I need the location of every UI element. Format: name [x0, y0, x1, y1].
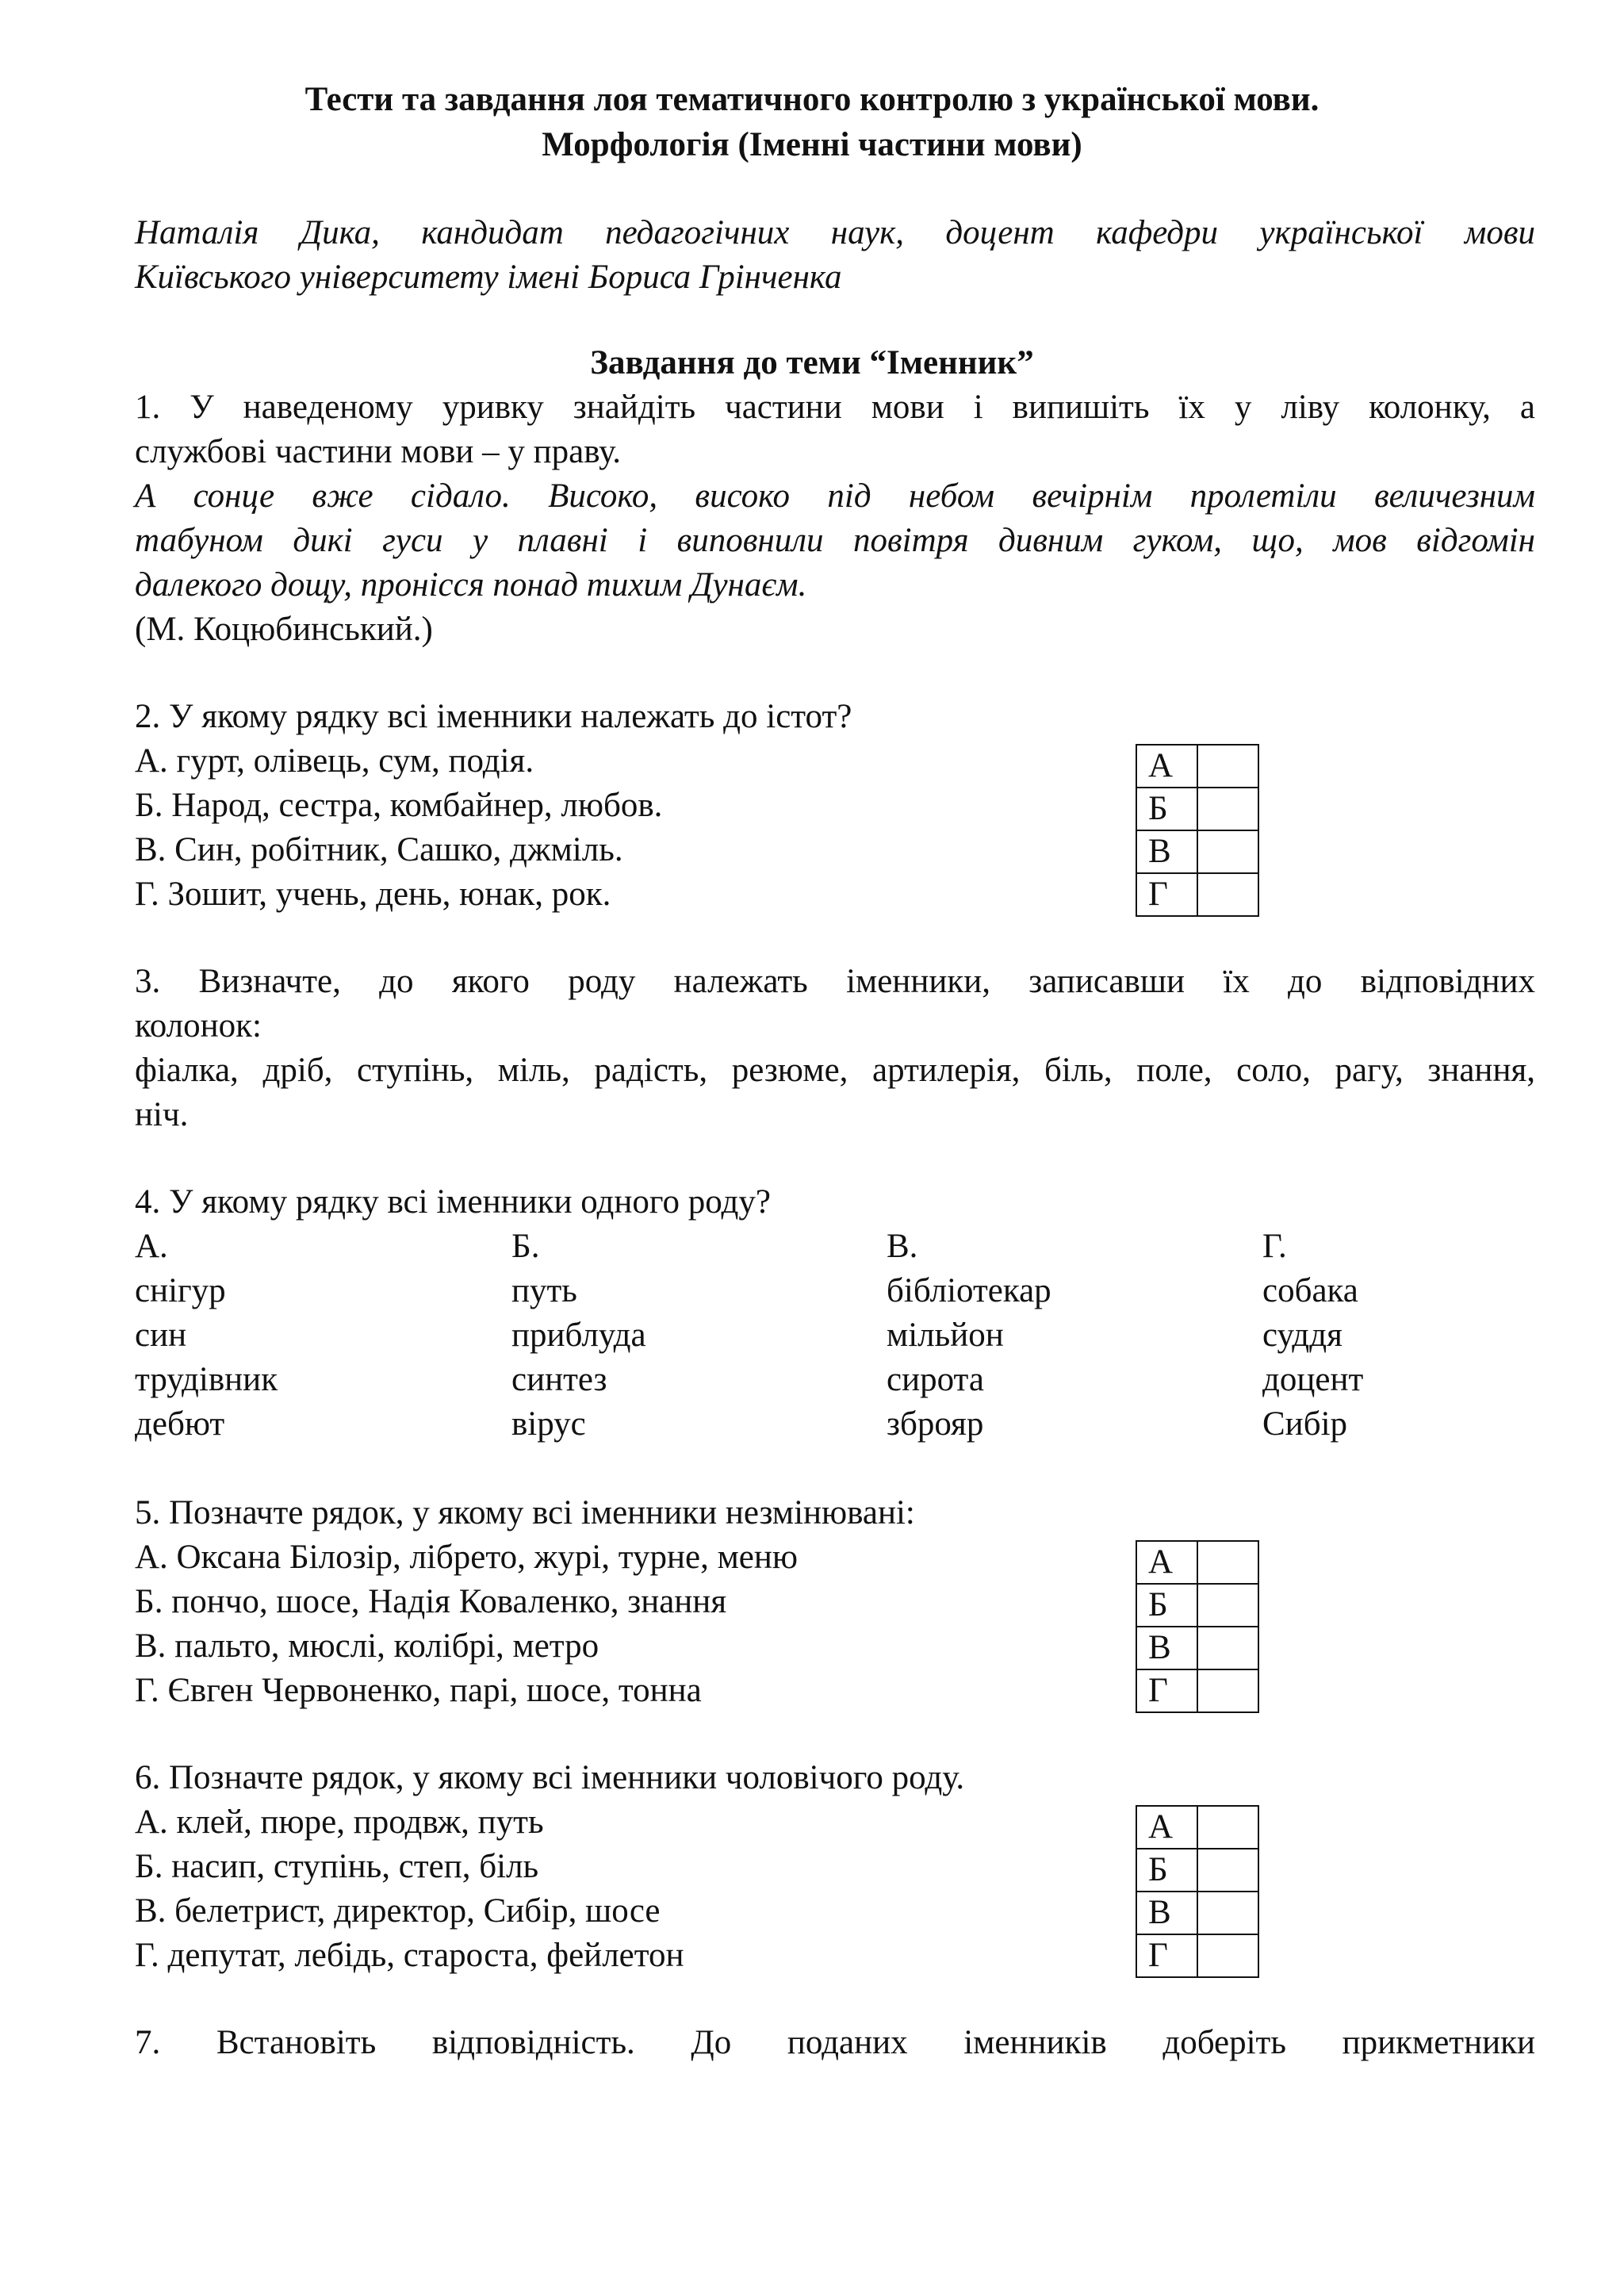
q1-source: (М. Коцюбинський.) [135, 611, 433, 648]
q5-option-d: Г. Євген Червоненко, парі, шосе, тонна [135, 1672, 702, 1709]
q6-answer-cell-d[interactable] [1197, 1934, 1258, 1977]
q4-column-d-word-4: Сибір [1262, 1405, 1348, 1443]
q5-answer-cell-b[interactable] [1197, 1584, 1258, 1627]
q2-grid-label-a: А [1136, 745, 1197, 788]
q4-column-b-word-1: путь [511, 1272, 577, 1309]
q5-grid-label-d: Г [1136, 1669, 1197, 1712]
q5-question: 5. Позначте рядок, у якому всі іменники незмінювані: [135, 1494, 915, 1531]
q1-excerpt-line-3: далекого дощу, пронісся понад тихим Дунаєм. [135, 566, 807, 604]
q4-column-b-word-2: приблуда [511, 1317, 646, 1354]
q5-option-c: В. пальто, мюслі, колібрі, метро [135, 1627, 599, 1665]
q4-question: 4. У якому рядку всі іменники одного роду? [135, 1183, 771, 1221]
document-title-line-2: Морфологія (Іменні частини мови) [542, 126, 1082, 163]
q4-column-a-label: А. [135, 1228, 168, 1265]
q6-option-d: Г. депутат, лебідь, староста, фейлетон [135, 1937, 684, 1974]
q5-option-b: Б. пончо, шосе, Надія Коваленко, знання [135, 1583, 727, 1620]
q4-column-b-label: Б. [511, 1228, 540, 1265]
q6-answer-grid [1136, 1805, 1259, 1978]
q6-grid-label-a: А [1136, 1806, 1197, 1849]
q1-excerpt-line-2: табуном дикі гуси у плавні і виповнили повітря дивним гуком, що, мов відгомін [135, 522, 1535, 559]
q5-answer-cell-d[interactable] [1197, 1669, 1258, 1712]
q3-words-line-2: ніч. [135, 1096, 189, 1133]
q2-option-a: А. гурт, олівець, сум, подія. [135, 742, 534, 780]
q4-column-c-word-2: мільйон [887, 1317, 1004, 1354]
document-title-line-1: Тести та завдання лоя тематичного контролю з української мови. [304, 81, 1320, 118]
q4-column-d-word-2: суддя [1262, 1317, 1342, 1354]
q4-column-c-word-1: бібліотекар [887, 1272, 1051, 1309]
q4-column-c [887, 1225, 1051, 1447]
q4-column-c-word-3: сирота [887, 1361, 984, 1398]
q2-answer-cell-a[interactable] [1197, 745, 1258, 788]
q7-line-1: 7. Встановіть відповідність. До поданих іменників доберіть прикметники [135, 2024, 1535, 2061]
q4-column-d [1262, 1225, 1363, 1447]
q4-column-a-word-2: син [135, 1317, 187, 1354]
q5-answer-cell-c[interactable] [1197, 1627, 1258, 1669]
q6-option-b: Б. насип, ступінь, степ, біль [135, 1848, 539, 1885]
section-title: Завдання до теми “Іменник” [590, 344, 1034, 381]
q1-line-2: службові частини мови – у праву. [135, 433, 622, 470]
q4-column-d-word-3: доцент [1262, 1361, 1364, 1398]
q6-grid-label-d: Г [1136, 1934, 1197, 1977]
q5-option-a: А. Оксана Білозір, лібрето, журі, турне, меню [135, 1539, 799, 1576]
q4-column-b [511, 1225, 646, 1447]
q6-grid-label-c: В [1136, 1892, 1197, 1934]
q2-answer-grid [1136, 744, 1259, 917]
q6-answer-cell-a[interactable] [1197, 1806, 1258, 1849]
q5-answer-grid [1136, 1540, 1259, 1713]
q6-option-a: А. клей, пюре, продвж, путь [135, 1803, 544, 1841]
q4-column-a-word-1: снігур [135, 1272, 226, 1309]
q3-words-line-1: фіалка, дріб, ступінь, міль, радість, резюме, артилерія, біль, поле, соло, рагу, знання, [135, 1052, 1535, 1089]
q3-line-2: колонок: [135, 1007, 262, 1045]
q6-grid-label-b: Б [1136, 1849, 1197, 1892]
q4-column-d-label: Г. [1262, 1228, 1287, 1265]
q6-question: 6. Позначте рядок, у якому всі іменники чоловічого роду. [135, 1759, 965, 1796]
q2-answer-cell-c[interactable] [1197, 830, 1258, 873]
author-line-2: Київського університету імені Бориса Грінченка [135, 259, 842, 296]
q4-column-c-word-4: зброяр [887, 1405, 984, 1443]
q2-answer-cell-d[interactable] [1197, 873, 1258, 916]
q1-line-1: 1. У наведеному уривку знайдіть частини мови і випишіть їх у ліву колонку, а [135, 389, 1535, 426]
q4-column-a-word-4: дебют [135, 1405, 225, 1443]
q2-grid-label-b: Б [1136, 788, 1197, 830]
q4-column-a-word-3: трудівник [135, 1361, 278, 1398]
q6-answer-cell-b[interactable] [1197, 1849, 1258, 1892]
q2-option-c: В. Син, робітник, Сашко, джміль. [135, 831, 623, 868]
q5-grid-label-b: Б [1136, 1584, 1197, 1627]
q3-line-1: 3. Визначте, до якого роду належать іменники, записавши їх до відповідних [135, 963, 1535, 1000]
q6-option-c: В. белетрист, директор, Сибір, шосе [135, 1892, 661, 1930]
q2-option-d: Г. Зошит, учень, день, юнак, рок. [135, 876, 611, 913]
author-line-1: Наталія Дика, кандидат педагогічних наук, доцент кафедри української мови [135, 214, 1535, 251]
q1-excerpt-line-1: А сонце вже сідало. Високо, високо під небом вечірнім пролетіли величезним [135, 477, 1535, 515]
q2-grid-label-c: В [1136, 830, 1197, 873]
q4-column-b-word-3: синтез [511, 1361, 607, 1398]
q5-grid-label-c: В [1136, 1627, 1197, 1669]
q4-column-b-word-4: вірус [511, 1405, 586, 1443]
q2-question: 2. У якому рядку всі іменники належать до істот? [135, 698, 852, 735]
q5-answer-cell-a[interactable] [1197, 1541, 1258, 1584]
q5-grid-label-a: А [1136, 1541, 1197, 1584]
q6-answer-cell-c[interactable] [1197, 1892, 1258, 1934]
q4-column-c-label: В. [887, 1228, 918, 1265]
q4-column-d-word-1: собака [1262, 1272, 1358, 1309]
q2-option-b: Б. Народ, сестра, комбайнер, любов. [135, 787, 663, 824]
q2-answer-cell-b[interactable] [1197, 788, 1258, 830]
q4-column-a [135, 1225, 278, 1447]
q2-grid-label-d: Г [1136, 873, 1197, 916]
